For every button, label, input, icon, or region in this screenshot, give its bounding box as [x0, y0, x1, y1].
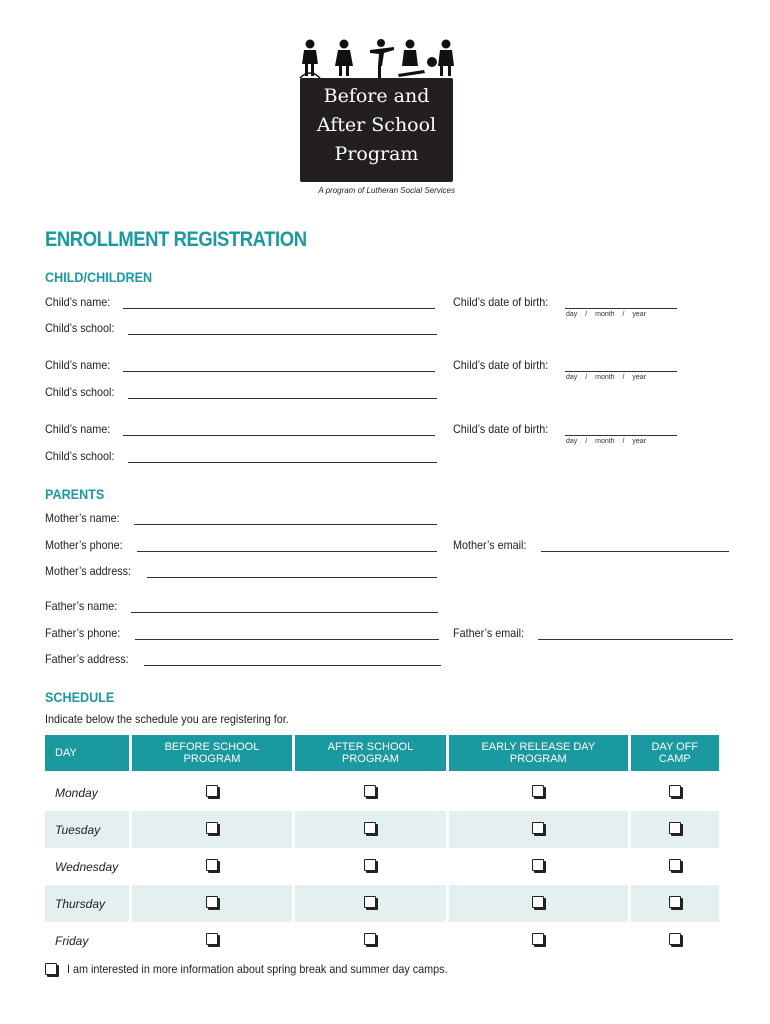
child3-school-field[interactable]	[128, 450, 437, 463]
table-row	[45, 848, 719, 885]
child2-school-field[interactable]	[128, 386, 437, 399]
camp-interest-label: I am interested in more information about spring break and summer day camps.	[67, 962, 448, 976]
friday-after-checkbox[interactable]	[364, 933, 376, 945]
tuesday-before-checkbox[interactable]	[206, 822, 218, 834]
friday-camp-checkbox[interactable]	[669, 933, 681, 945]
mother-email-field[interactable]	[541, 539, 729, 552]
child3-name-row	[45, 422, 435, 436]
schedule-header-row	[45, 735, 719, 771]
logo-line-2: After School	[316, 114, 437, 136]
mother-address-label: Mother’s address:	[45, 564, 132, 578]
wednesday-early-checkbox[interactable]	[532, 859, 544, 871]
father-name-label: Father’s name:	[45, 599, 118, 613]
father-name-field[interactable]	[131, 600, 438, 613]
father-email-label: Father’s email:	[453, 626, 525, 640]
children-heading: CHILD/CHILDREN	[45, 269, 153, 285]
friday-before-checkbox[interactable]	[206, 933, 218, 945]
child1-name-row	[45, 295, 435, 309]
child1-dob-field[interactable]	[565, 296, 677, 309]
tuesday-camp-checkbox[interactable]	[669, 822, 681, 834]
wednesday-after-checkbox[interactable]	[364, 859, 376, 871]
page-title: ENROLLMENT REGISTRATION	[45, 228, 307, 251]
schedule-heading: SCHEDULE	[45, 689, 115, 705]
mother-name-label: Mother’s name:	[45, 511, 120, 525]
monday-before-checkbox[interactable]	[206, 785, 218, 797]
child-school-label: Child’s school:	[45, 449, 115, 463]
parents-heading: PARENTS	[45, 486, 105, 502]
father-email-row	[453, 626, 733, 640]
tuesday-after-checkbox[interactable]	[364, 822, 376, 834]
day-thursday: Thursday	[45, 885, 129, 922]
schedule-instructions: Indicate below the schedule you are registering for.	[45, 712, 289, 726]
mother-address-row	[45, 564, 437, 578]
child2-school-row	[45, 385, 437, 399]
col-day: DAY	[45, 735, 129, 771]
wednesday-before-checkbox[interactable]	[206, 859, 218, 871]
dob-format-hint: day / month / year	[566, 374, 647, 381]
thursday-early-checkbox[interactable]	[532, 896, 544, 908]
child3-dob-field[interactable]	[565, 423, 677, 436]
child1-school-row	[45, 321, 437, 335]
child1-school-field[interactable]	[128, 322, 437, 335]
father-address-field[interactable]	[144, 653, 441, 666]
table-row	[45, 885, 719, 922]
father-phone-label: Father’s phone:	[45, 626, 121, 640]
monday-after-checkbox[interactable]	[364, 785, 376, 797]
col-early-release: EARLY RELEASE DAY PROGRAM	[449, 735, 628, 771]
table-row	[45, 922, 719, 959]
logo-subtitle: A program of Lutheran Social Services	[318, 186, 455, 195]
col-after-school: AFTER SCHOOL PROGRAM	[295, 735, 446, 771]
mother-email-label: Mother’s email:	[453, 538, 527, 552]
child3-school-row	[45, 449, 437, 463]
day-tuesday: Tuesday	[45, 811, 129, 848]
schedule-table	[42, 735, 722, 959]
day-friday: Friday	[55, 933, 89, 948]
father-email-field[interactable]	[538, 627, 733, 640]
father-address-label: Father’s address:	[45, 652, 129, 666]
child2-dob-row	[453, 358, 677, 372]
camp-interest-row	[45, 962, 490, 976]
mother-name-field[interactable]	[134, 512, 437, 525]
table-row	[45, 811, 719, 848]
dob-format-hint: day / month / year	[566, 438, 647, 445]
thursday-before-checkbox[interactable]	[206, 896, 218, 908]
col-before-school: BEFORE SCHOOL PROGRAM	[132, 735, 292, 771]
child1-dob-row	[453, 295, 677, 309]
logo-line-1: Before and	[323, 85, 430, 107]
children-silhouettes-logo	[298, 38, 456, 80]
child2-dob-field[interactable]	[565, 359, 677, 372]
logo-line-3: Program	[334, 143, 419, 165]
dob-format-hint: day / month / year	[566, 311, 647, 318]
monday-camp-checkbox[interactable]	[669, 785, 681, 797]
monday-early-checkbox[interactable]	[532, 785, 544, 797]
father-address-row	[45, 652, 441, 666]
child-dob-label: Child’s date of birth:	[453, 422, 549, 436]
child-school-label: Child’s school:	[45, 385, 115, 399]
col-day-off-camp: DAY OFF CAMP	[631, 735, 719, 771]
child3-name-field[interactable]	[123, 423, 435, 436]
child-name-label: Child’s name:	[45, 295, 111, 309]
child2-name-field[interactable]	[123, 359, 435, 372]
wednesday-camp-checkbox[interactable]	[669, 859, 681, 871]
day-monday: Monday	[45, 771, 129, 811]
table-row	[45, 771, 719, 811]
camp-interest-checkbox[interactable]	[45, 963, 57, 975]
mother-email-row	[453, 538, 729, 552]
mother-phone-row	[45, 538, 437, 552]
child-name-label: Child’s name:	[45, 358, 111, 372]
friday-early-checkbox[interactable]	[532, 933, 544, 945]
mother-name-row	[45, 511, 437, 525]
child1-name-field[interactable]	[123, 296, 435, 309]
tuesday-early-checkbox[interactable]	[532, 822, 544, 834]
father-phone-field[interactable]	[135, 627, 439, 640]
father-phone-row	[45, 626, 439, 640]
child-dob-label: Child’s date of birth:	[453, 358, 549, 372]
child2-name-row	[45, 358, 435, 372]
thursday-camp-checkbox[interactable]	[669, 896, 681, 908]
child-dob-label: Child’s date of birth:	[453, 295, 549, 309]
day-wednesday: Wednesday	[55, 859, 119, 874]
child-school-label: Child’s school:	[45, 321, 115, 335]
mother-address-field[interactable]	[147, 565, 437, 578]
thursday-after-checkbox[interactable]	[364, 896, 376, 908]
child-name-label: Child’s name:	[45, 422, 111, 436]
father-name-row	[45, 599, 438, 613]
logo-program-name	[300, 82, 453, 169]
mother-phone-label: Mother’s phone:	[45, 538, 123, 552]
child3-dob-row	[453, 422, 677, 436]
mother-phone-field[interactable]	[137, 539, 437, 552]
